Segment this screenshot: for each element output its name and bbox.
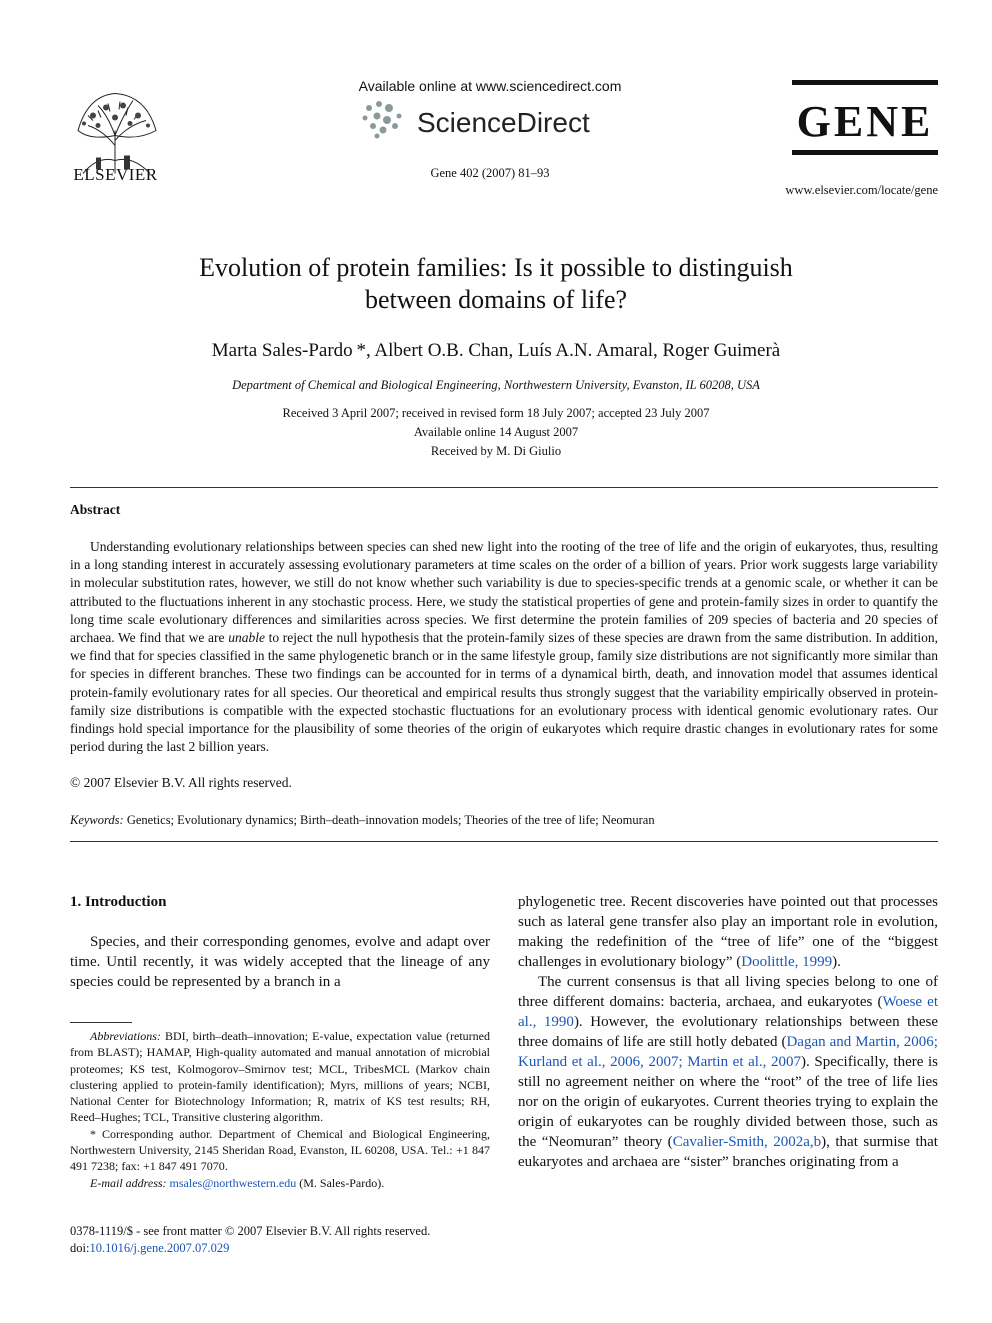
citation-link[interactable]: Cavalier-Smith, 2002a,b [672, 1134, 822, 1150]
abbreviations-label: Abbreviations: [90, 1029, 161, 1043]
paragraph [518, 892, 938, 972]
footnotes [70, 1028, 490, 1191]
author-list: Marta Sales-Pardo *, Albert O.B. Chan, Luís A.N. Amaral, Roger Guimerà [211, 340, 781, 361]
email-suffix: (M. Sales-Pardo). [296, 1175, 385, 1190]
sciencedirect-logo [355, 98, 615, 142]
text: phylogenetic tree. Recent discoveries have pointed out that processes such as lateral gene transfer also play an important role in evolution, making the redefinition of the “tree of life” one of the “biggest challenges in evolutionary biology” ( [518, 894, 938, 970]
intro-paragraph: Species, and their corresponding genomes, evolve and adapt over time. Until recently, it was widely accepted that the lineage of any species could be represented by a branch in a [70, 934, 490, 990]
received-by: Received by M. Di Giulio [430, 444, 562, 458]
received-dates: Received 3 April 2007; received in revised form 18 July 2007; accepted 23 July 2007 [282, 406, 710, 420]
copyright-notice: © 2007 Elsevier B.V. All rights reserved. [70, 775, 292, 790]
text: ). Specifically, there is still no agreement neither on where the “root” of the tree of life lies nor on the origin of eukaryotes. Current theories trying to explain the origin of eukaryotes can be roughly divided between those, such as the “Neomuran” theory ( [518, 1054, 938, 1150]
keywords [70, 813, 938, 828]
keywords-list: Genetics; Evolutionary dynamics; Birth–death–innovation models; Theories of the tree of life; Neomuran [126, 813, 655, 827]
divider [70, 841, 938, 842]
abstract-text-part: to reject the null hypothesis that the protein-family sizes of these species are drawn from the same distribution. In addition, we find that for species classified in the same phylogenetic branch or in the same lifestyle group, family size distributions are not significantly more similar than for species in different branches. These two findings can be accounted for in terms of a dynamical birth, death, and innovation model that assumes identical protein-family evolutionary rates for all species. Our theoretical and empirical results thus strongly suggest that the variability empirically observed in protein-family size distributions is compatible with the expected stochastic fluctuations for an evolutionary process with identical genomic evolutionary rates. Our findings hold special importance for the plausibility of some theories of the origin of eukaryotes which require drastic changes in evolutionary rates for some period during the last 2 billion years. [70, 630, 939, 755]
affiliation: Department of Chemical and Biological Engineering, Northwestern University, Evanston, IL 60208, USA [232, 378, 760, 392]
text: ), that surmise that eukaryotes and archaea are “sister” branches originating from a [518, 1134, 938, 1170]
journal-url[interactable]: www.elsevier.com/locate/gene [785, 183, 938, 197]
footnote-rule [70, 1022, 132, 1023]
abstract-emphasis: unable [228, 630, 265, 646]
email-label: E-mail address: [90, 1175, 167, 1190]
available-online-text: Available online at www.sciencedirect.com [358, 78, 622, 94]
text: ). However, the evolutionary relationships between these three domains of life are still hotly debated ( [518, 1014, 938, 1050]
abstract-text-part: Understanding evolutionary relationships between species can shed new light into the rooting of the tree of life and the origin of eukaryotes, thus, resulting in a long standing interest in accurately assessing evolutionary parameters at time scales on the order of a billion of years. Prior work suggests large variability in molecular substitution rates, however, we still do not know whether such variability is due to species-specific trends at a genomic scale, or whether it can be attributed to the fluctuations inherent in any stochastic process. Here, we study the statistical properties of gene and protein-family sizes in order to quantify the long time scale evolutionary differences and similarities across species. We first determine the protein families of 209 species of bacteria and 20 species of archaea. We find that we are [70, 539, 938, 646]
issn-line: 0378-1119/$ - see front matter © 2007 Elsevier B.V. All rights reserved. [70, 1224, 431, 1238]
journal-title-rule-top [792, 80, 938, 85]
abbreviations-text: BDI, birth–death–innovation; E-value, expectation value (returned from BLAST); HAMAP, High-quality automated and manual annotation of microbial proteomes; KS test, Kolmogorov–Smirnov test; MCL, TribesMCL (Markov chain clustering applied to protein-family identification); Myrs, millions of years; NCBI, National Center for Biotechnology Information; R, matrix of KS test results; RH, Reed–Hughes; TCL, Transitive clustering algorithm. [70, 1029, 490, 1125]
citation-link[interactable]: Doolittle, 1999 [741, 954, 833, 970]
article-title-line: between domains of life? [364, 285, 628, 314]
divider [70, 487, 938, 488]
keywords-label: Keywords: [70, 813, 124, 827]
sciencedirect-wordmark: ScienceDirect [417, 107, 590, 138]
email-footnote [70, 1175, 490, 1191]
available-online-date: Available online 14 August 2007 [413, 425, 579, 439]
citation-link[interactable]: Woese et al., 1990 [518, 994, 938, 1030]
journal-reference: Gene 402 (2007) 81–93 [430, 166, 550, 180]
doi-label: doi: [70, 1241, 90, 1255]
doi-link[interactable]: 10.1016/j.gene.2007.07.029 [89, 1241, 230, 1255]
journal-title: GENE [796, 97, 934, 146]
right-column [518, 892, 938, 1172]
abstract-text [70, 538, 938, 756]
paragraph [518, 972, 938, 1172]
abstract-heading: Abstract [70, 502, 121, 517]
abbreviations-footnote [70, 1028, 490, 1126]
citation-link[interactable]: Dagan and Martin, 2006; Kurland et al., 2006, 2007; Martin et al., 2007 [518, 1034, 938, 1070]
article-title [70, 252, 922, 316]
doi-line [70, 1241, 229, 1256]
publisher-name: ELSEVIER [73, 165, 158, 184]
article-title-line: Evolution of protein families: Is it possible to distinguish [199, 253, 793, 282]
text: ). [832, 954, 841, 970]
email-link[interactable]: msales@northwestern.edu [169, 1175, 297, 1190]
corresponding-author-footnote: * Corresponding author. Department of Chemical and Biological Engineering, Northwestern University, 2145 Sheridan Road, Evanston, IL 60208, USA. Tel.: +1 847 491 7238; fax: +1 847 491 7070. [70, 1126, 490, 1174]
text: The current consensus is that all living species belong to one of three different domains: bacteria, archaea, and eukaryotes ( [518, 974, 938, 1010]
section-heading: 1. Introduction [70, 894, 167, 910]
journal-title-rule-bottom [792, 150, 938, 155]
